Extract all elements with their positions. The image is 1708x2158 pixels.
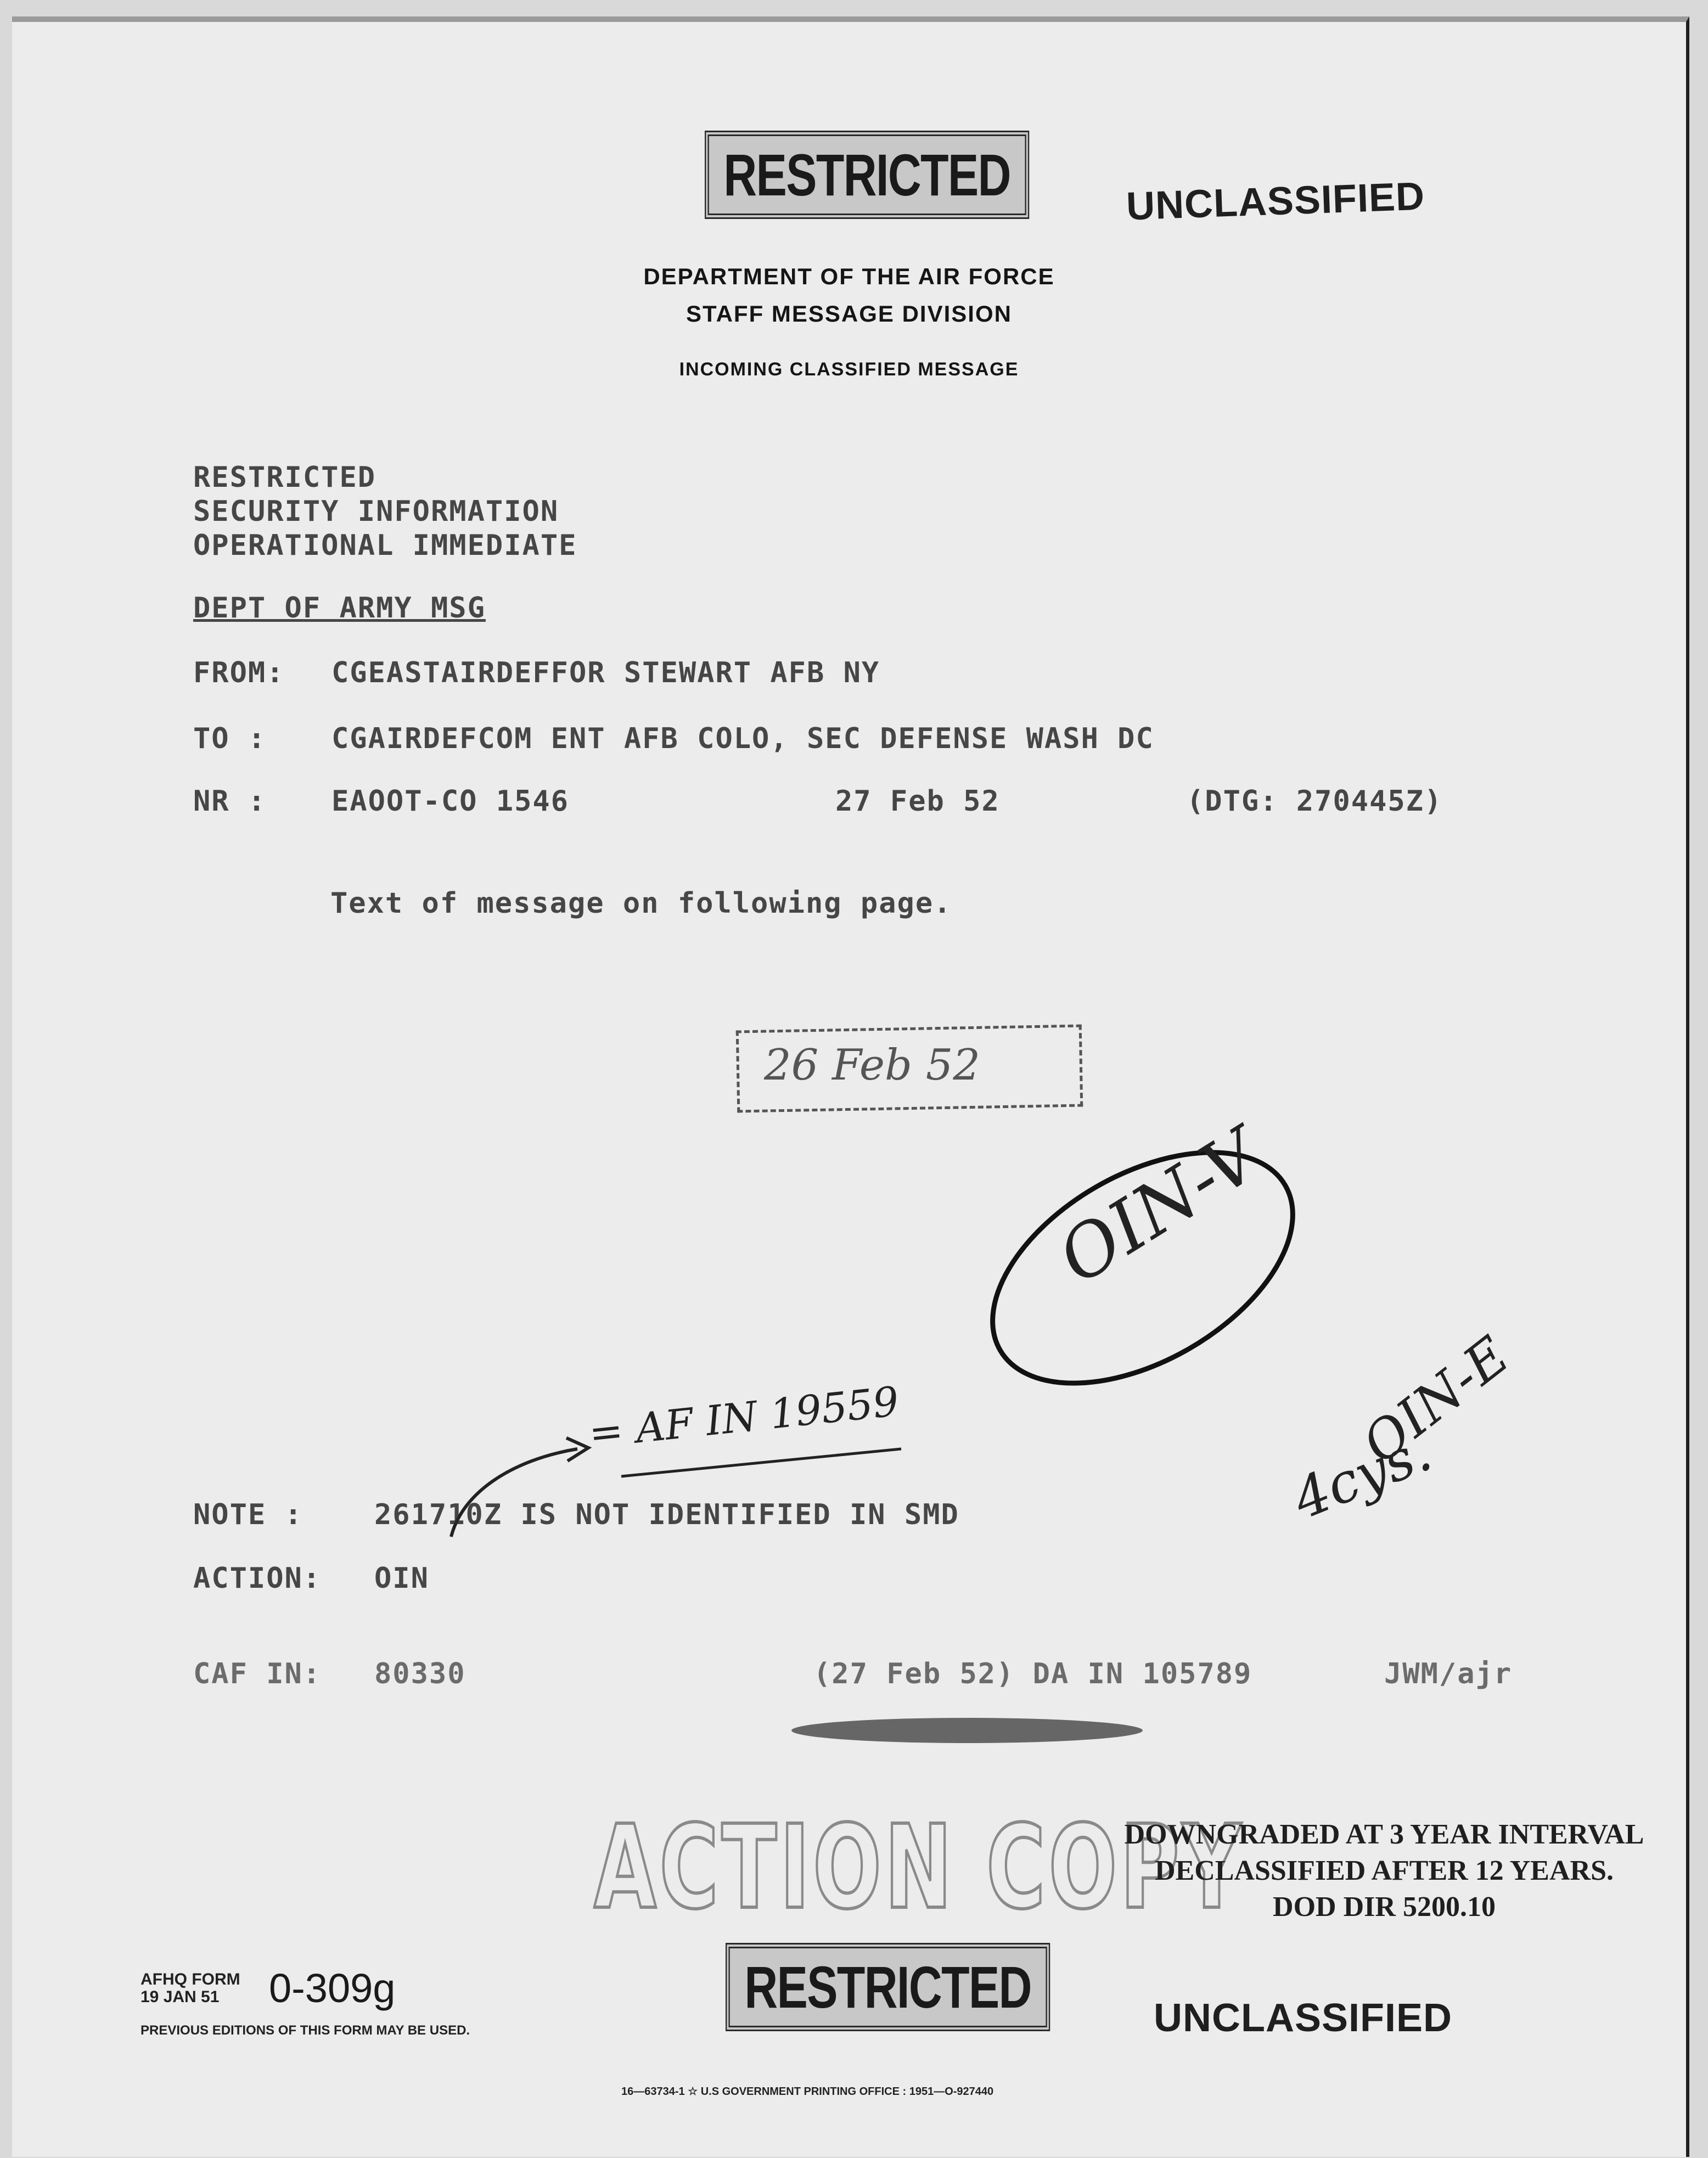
from-label: FROM: [193, 656, 285, 689]
declassification-stamp [1082, 1817, 1686, 1925]
declassification-line-2: DECLASSIFIED AFTER 12 YEARS. [1154, 1855, 1614, 1886]
da-in-number: (27 Feb 52) DA IN 105789 [813, 1657, 1252, 1690]
form-date: 19 JAN 51 [141, 1988, 220, 2006]
from-value: CGEASTAIRDEFFOR STEWART AFB NY [332, 656, 880, 689]
message-page [12, 16, 1689, 2157]
restricted-stamp-top: RESTRICTED [705, 131, 1029, 219]
declassification-line-1: DOWNGRADED AT 3 YEAR INTERVAL [1124, 1819, 1644, 1850]
message-type-heading: INCOMING CLASSIFIED MESSAGE [679, 359, 1019, 380]
form-label: AFHQ FORM [141, 1970, 240, 1988]
message-source: DEPT OF ARMY MSG [193, 592, 486, 625]
unclassified-stamp-top: UNCLASSIFIED [1125, 174, 1426, 229]
note-value: 261710Z IS NOT IDENTIFIED IN SMD [374, 1498, 959, 1531]
to-label: TO : [193, 722, 267, 755]
division-heading: STAFF MESSAGE DIVISION [686, 301, 1012, 327]
nr-label: NR : [193, 785, 267, 818]
form-number: 0-309g [269, 1965, 396, 2011]
message-date: 27 Feb 52 [835, 785, 1000, 818]
operator-initials: JWM/ajr [1384, 1657, 1513, 1690]
action-label: ACTION: [193, 1562, 322, 1595]
classification-line-1: RESTRICTED [193, 461, 377, 494]
declassification-line-3: DOD DIR 5200.10 [1273, 1891, 1496, 1923]
action-copy-stamp: ACTION COPY [594, 1800, 1244, 1935]
note-label: NOTE : [193, 1498, 303, 1531]
oin-e-annotation: OIN-E [1351, 1324, 1520, 1476]
af-in-annotation: = AF IN 19559 [587, 1378, 901, 1458]
printing-office-line: 16—63734-1 ☆ U.S GOVERNMENT PRINTING OFFICE : 1951—O-927440 [621, 2086, 994, 2098]
copies-annotation: 4cys. [1284, 1419, 1440, 1532]
circled-annotation-text: OIN-V [1044, 1113, 1274, 1300]
action-value: OIN [374, 1562, 429, 1595]
caf-in-value: 80330 [374, 1657, 466, 1690]
message-body: Text of message on following page. [330, 887, 952, 920]
unclassified-stamp-bottom: UNCLASSIFIED [1154, 1996, 1453, 2040]
to-value: CGAIRDEFCOM ENT AFB COLO, SEC DEFENSE WASH DC [332, 722, 1154, 755]
department-heading: DEPARTMENT OF THE AIR FORCE [643, 263, 1055, 289]
restricted-stamp-bottom: RESTRICTED [726, 1943, 1050, 2031]
ink-smudge [791, 1718, 1143, 1743]
nr-value: EAOOT-CO 1546 [332, 785, 569, 818]
dtg: (DTG: 270445Z) [1187, 785, 1443, 818]
classification-line-3: OPERATIONAL IMMEDIATE [193, 529, 577, 562]
date-box-handwriting: 26 Feb 52 [764, 1041, 981, 1090]
previous-editions-note: PREVIOUS EDITIONS OF THIS FORM MAY BE USED. [141, 2023, 470, 2038]
classification-line-2: SECURITY INFORMATION [193, 495, 559, 528]
caf-in-label: CAF IN: [193, 1657, 322, 1690]
